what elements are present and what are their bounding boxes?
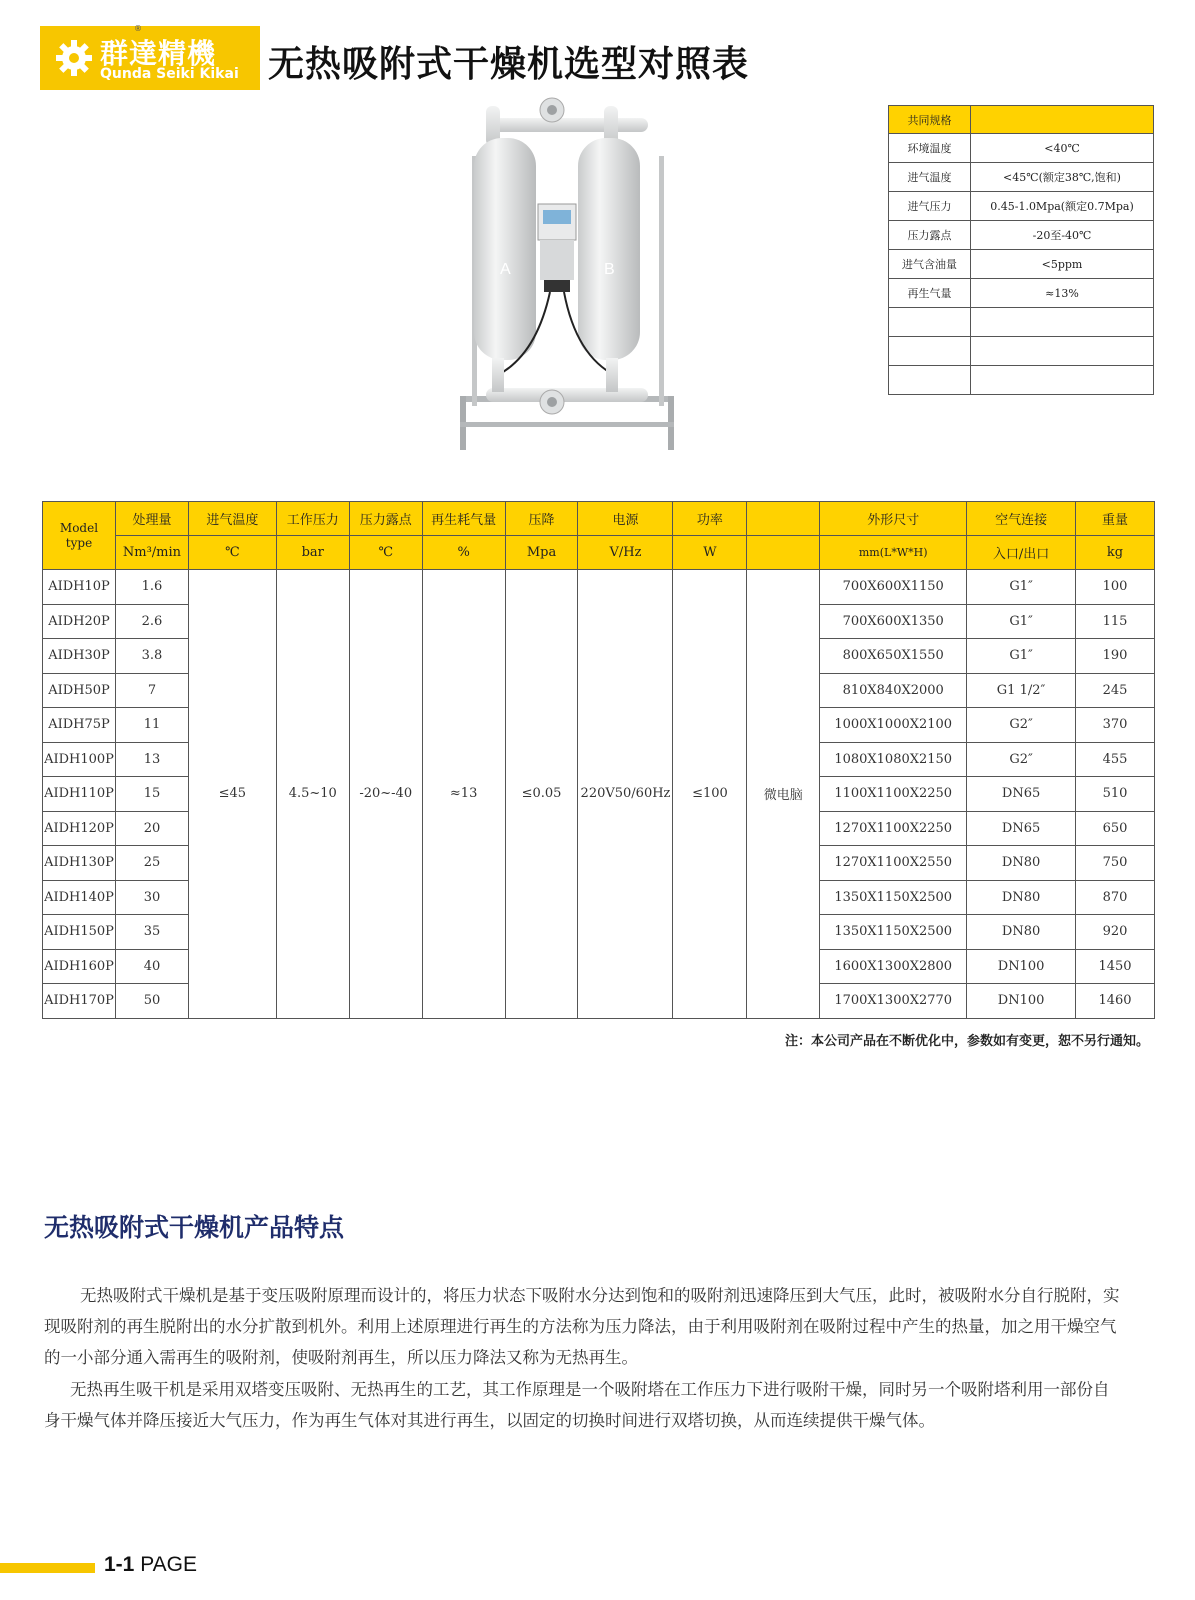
cell-weight: 750 [1076, 846, 1155, 881]
cell-connection: DN80 [967, 880, 1076, 915]
spec-header-empty [971, 106, 1154, 134]
cell-size: 810X840X2000 [820, 673, 967, 708]
cell-model: AIDH140P [43, 880, 116, 915]
table-header-row [43, 502, 1155, 536]
cell-capacity: 3.8 [115, 639, 188, 674]
spec-value: <5ppm [971, 250, 1154, 279]
company-logo [40, 26, 260, 90]
header-power-source: 电源 [578, 502, 673, 536]
cell-capacity: 20 [115, 811, 188, 846]
cell-weight: 650 [1076, 811, 1155, 846]
cell-model: AIDH100P [43, 742, 116, 777]
spec-value: -20至-40℃ [971, 221, 1154, 250]
header-weight: 重量 [1076, 502, 1155, 536]
cell-weight: 100 [1076, 570, 1155, 605]
cell-connection: G1″ [967, 570, 1076, 605]
table-unit-row [43, 536, 1155, 570]
cell-pressure-drop: ≤0.05 [505, 570, 578, 1019]
spec-row [889, 192, 1154, 221]
cell-capacity: 35 [115, 915, 188, 950]
header-size: 外形尺寸 [820, 502, 967, 536]
cell-model: AIDH160P [43, 949, 116, 984]
unit-inlet-temp: ℃ [188, 536, 276, 570]
spec-header-row [889, 106, 1154, 134]
unit-connection: 入口/出口 [967, 536, 1076, 570]
unit-pressure: bar [276, 536, 349, 570]
cell-connection: DN100 [967, 949, 1076, 984]
cell-weight: 1450 [1076, 949, 1155, 984]
cell-capacity: 2.6 [115, 604, 188, 639]
cell-control: 微电脑 [747, 570, 820, 1019]
cell-size: 1270X1100X2250 [820, 811, 967, 846]
spec-key [889, 337, 971, 366]
header-model: Model type [43, 502, 116, 570]
cell-size: 700X600X1150 [820, 570, 967, 605]
unit-capacity: Nm³/min [115, 536, 188, 570]
cell-capacity: 50 [115, 984, 188, 1019]
unit-weight: kg [1076, 536, 1155, 570]
cell-regen: ≈13 [422, 570, 505, 1019]
spec-key: 进气温度 [889, 163, 971, 192]
cell-model: AIDH20P [43, 604, 116, 639]
disclaimer-note: 注：本公司产品在不断优化中，参数如有变更，恕不另行通知。 [784, 1034, 1149, 1049]
spec-key: 环境温度 [889, 134, 971, 163]
features-paragraph-1: 无热吸附式干燥机是基于变压吸附原理而设计的，将压力状态下吸附水分达到饱和的吸附剂迅速降压到大气压，此时，被吸附水分自行脱附，实现吸附剂的再生脱附出的水分扩散到机外。利用上述原理进行再生的方法称为压力降法，由于利用吸附剂在吸附过程中产生的热量，加之用干燥空气的一小部分通入需再生的吸附剂，使吸附剂再生，所以压力降法又称为无热再生。 [44, 1286, 1120, 1367]
cell-model: AIDH50P [43, 673, 116, 708]
cell-size: 1080X1080X2150 [820, 742, 967, 777]
spec-value [971, 337, 1154, 366]
spec-value: <40℃ [971, 134, 1154, 163]
cell-inlet-temp: ≤45 [188, 570, 276, 1019]
header-power: 功率 [673, 502, 747, 536]
header-regen: 再生耗气量 [422, 502, 505, 536]
spec-key: 再生气量 [889, 279, 971, 308]
spec-value: <45℃(额定38℃,饱和) [971, 163, 1154, 192]
spec-row [889, 308, 1154, 337]
spec-row [889, 163, 1154, 192]
header-dew-point: 压力露点 [349, 502, 422, 536]
cell-connection: DN80 [967, 915, 1076, 950]
spec-key: 压力露点 [889, 221, 971, 250]
cell-model: AIDH120P [43, 811, 116, 846]
cell-capacity: 13 [115, 742, 188, 777]
header-inlet-temp: 进气温度 [188, 502, 276, 536]
cell-size: 1600X1300X2800 [820, 949, 967, 984]
cell-dew-point: -20~-40 [349, 570, 422, 1019]
unit-regen: % [422, 536, 505, 570]
cell-size: 700X600X1350 [820, 604, 967, 639]
tower-a-label: A [500, 261, 511, 278]
cell-size: 1000X1000X2100 [820, 708, 967, 743]
spec-key: 进气压力 [889, 192, 971, 221]
cell-capacity: 1.6 [115, 570, 188, 605]
page-number-value: 1-1 [104, 1553, 135, 1576]
unit-size: mm(L*W*H) [820, 536, 967, 570]
model-selection-table [42, 501, 1155, 1019]
spec-row [889, 134, 1154, 163]
cell-connection: DN80 [967, 846, 1076, 881]
cell-capacity: 7 [115, 673, 188, 708]
cell-connection: DN65 [967, 811, 1076, 846]
spec-key: 进气含油量 [889, 250, 971, 279]
cell-connection: DN100 [967, 984, 1076, 1019]
cell-connection: G2″ [967, 708, 1076, 743]
cell-model: AIDH130P [43, 846, 116, 881]
cell-weight: 920 [1076, 915, 1155, 950]
registered-mark: ® [134, 24, 142, 33]
cell-capacity: 15 [115, 777, 188, 812]
cell-weight: 1460 [1076, 984, 1155, 1019]
logo-english-name: Qunda Seiki Kikai [100, 66, 239, 82]
spec-row [889, 221, 1154, 250]
page-number [104, 1553, 197, 1577]
spec-value [971, 366, 1154, 395]
cell-capacity: 11 [115, 708, 188, 743]
cell-model: AIDH75P [43, 708, 116, 743]
cell-weight: 370 [1076, 708, 1155, 743]
header-pressure: 工作压力 [276, 502, 349, 536]
header-control [747, 502, 820, 536]
spec-row [889, 250, 1154, 279]
cell-size: 800X650X1550 [820, 639, 967, 674]
unit-power: W [673, 536, 747, 570]
features-paragraph-2: 无热再生吸干机是采用双塔变压吸附、无热再生的工艺，其工作原理是一个吸附塔在工作压力下进行吸附干燥，同时另一个吸附塔利用一部份自身干燥气体并降压接近大气压力，作为再生气体对其进行再生，以固定的切换时间进行双塔切换，从而连续提供干燥气体。 [44, 1380, 1110, 1430]
features-title: 无热吸附式干燥机产品特点 [44, 1213, 345, 1242]
unit-control [747, 536, 820, 570]
cell-weight: 115 [1076, 604, 1155, 639]
cell-connection: G2″ [967, 742, 1076, 777]
cell-model: AIDH150P [43, 915, 116, 950]
spec-header: 共同规格 [889, 106, 971, 134]
cell-model: AIDH170P [43, 984, 116, 1019]
cell-power-source: 220V50/60Hz [578, 570, 673, 1019]
cell-model: AIDH10P [43, 570, 116, 605]
header-pressure-drop: 压降 [505, 502, 578, 536]
cell-capacity: 40 [115, 949, 188, 984]
spec-value [971, 308, 1154, 337]
cell-connection: G1 1/2″ [967, 673, 1076, 708]
cell-size: 1350X1150X2500 [820, 915, 967, 950]
cell-weight: 510 [1076, 777, 1155, 812]
cell-size: 1100X1100X2250 [820, 777, 967, 812]
spec-row [889, 279, 1154, 308]
unit-pressure-drop: Mpa [505, 536, 578, 570]
cell-size: 1700X1300X2770 [820, 984, 967, 1019]
cell-weight: 190 [1076, 639, 1155, 674]
spec-value: ≈13% [971, 279, 1154, 308]
spec-value: 0.45-1.0Mpa(额定0.7Mpa) [971, 192, 1154, 221]
cell-connection: G1″ [967, 639, 1076, 674]
cell-model: AIDH110P [43, 777, 116, 812]
spec-key [889, 366, 971, 395]
cell-size: 1350X1150X2500 [820, 880, 967, 915]
unit-power-source: V/Hz [578, 536, 673, 570]
tower-b-label: B [604, 261, 615, 278]
cell-pressure: 4.5~10 [276, 570, 349, 1019]
cell-connection: G1″ [967, 604, 1076, 639]
cell-capacity: 25 [115, 846, 188, 881]
common-spec-table [888, 105, 1154, 395]
cell-capacity: 30 [115, 880, 188, 915]
unit-dew-point: ℃ [349, 536, 422, 570]
spec-row [889, 337, 1154, 366]
spec-row [889, 366, 1154, 395]
cell-weight: 245 [1076, 673, 1155, 708]
dryer-machine-image [456, 96, 678, 462]
logo-chinese-name: 群達精機 [100, 37, 217, 70]
spec-key [889, 308, 971, 337]
cell-weight: 870 [1076, 880, 1155, 915]
header-capacity: 处理量 [115, 502, 188, 536]
cell-model: AIDH30P [43, 639, 116, 674]
cell-power: ≤100 [673, 570, 747, 1019]
cell-connection: DN65 [967, 777, 1076, 812]
footer-accent-bar [0, 1563, 95, 1573]
header-connection: 空气连接 [967, 502, 1076, 536]
table-row [43, 570, 1155, 605]
gear-icon [54, 38, 94, 78]
page-word: PAGE [134, 1553, 197, 1576]
page-title: 无热吸附式干燥机选型对照表 [268, 44, 750, 85]
cell-size: 1270X1100X2550 [820, 846, 967, 881]
cell-weight: 455 [1076, 742, 1155, 777]
